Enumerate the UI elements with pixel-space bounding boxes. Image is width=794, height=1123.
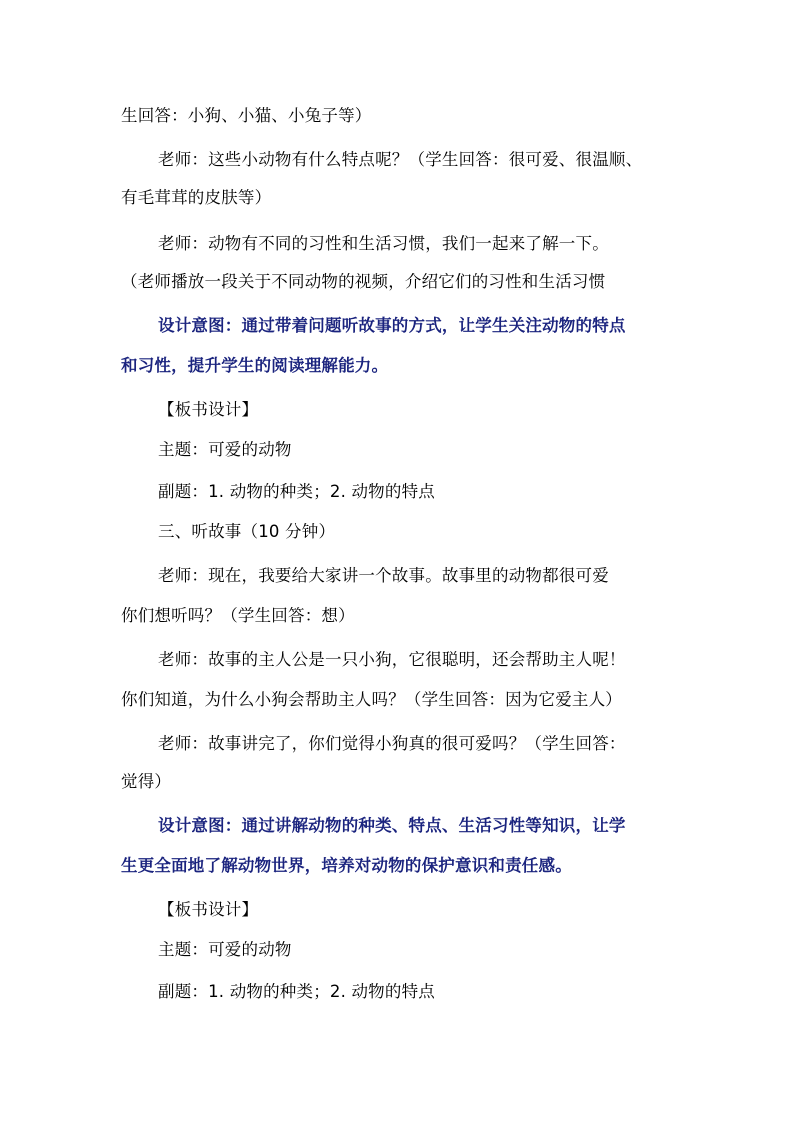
board-design-heading: 【板书设计】 [158,400,259,419]
text-line: 你们想听吗？（学生回答：想） [121,606,355,625]
text-line: 老师：现在，我要给大家讲一个故事。故事里的动物都很可爱 [158,566,609,585]
text-line: （老师播放一段关于不同动物的视频，介绍它们的习性和生活习惯 [121,272,606,291]
design-intent-heading: 设计意图：通过带着问题听故事的方式，让学生关注动物的特点 [158,316,626,335]
design-intent-text: 和习性，提升学生的阅读理解能力。 [121,356,389,375]
text-line: 老师：故事的主人公是一只小狗，它很聪明，还会帮助主人呢！ [158,650,626,669]
section-heading: 三、听故事（10 分钟） [158,522,336,541]
text-line: 你们知道，为什么小狗会帮助主人吗？（学生回答：因为它爱主人） [121,690,622,709]
board-design-heading: 【板书设计】 [158,900,259,919]
text-line: 老师：故事讲完了，你们觉得小狗真的很可爱吗？（学生回答： [158,734,626,753]
text-line: 觉得） [121,772,172,791]
board-subtopic: 副题：1. 动物的种类；2. 动物的特点 [158,482,435,501]
board-topic: 主题：可爱的动物 [158,940,292,959]
board-topic: 主题：可爱的动物 [158,440,292,459]
design-intent-text: 生更全面地了解动物世界，培养对动物的保护意识和责任感。 [121,856,572,875]
text-line: 老师：动物有不同的习性和生活习惯，我们一起来了解一下。 [158,234,609,253]
design-intent-heading: 设计意图：通过讲解动物的种类、特点、生活习性等知识，让学 [158,816,626,835]
text-line: 老师：这些小动物有什么特点呢？（学生回答：很可爱、很温顺、 [158,150,643,169]
text-line: 有毛茸茸的皮肤等） [121,188,272,207]
text-line: 生回答：小狗、小猫、小兔子等） [121,106,372,125]
board-subtopic: 副题：1. 动物的种类；2. 动物的特点 [158,982,435,1001]
